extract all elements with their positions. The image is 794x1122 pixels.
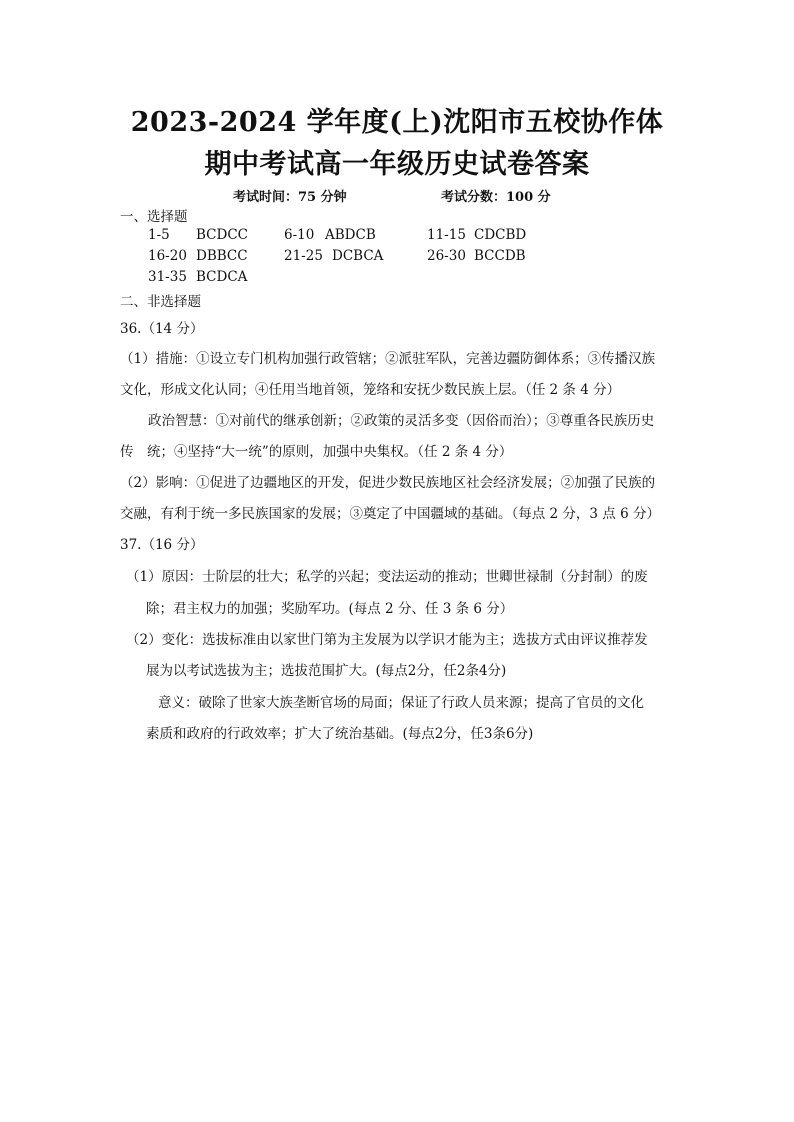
q36-paragraph: 文化，形成文化认同；④任用当地首领，笼络和安抚少数民族上层。（任 2 条 4 分）: [120, 382, 621, 398]
page-title-line1: 2023-2024 学年度(上)沈阳市五校协作体: [130, 107, 664, 138]
q36-paragraph: 交融，有利于统一多民族国家的发展；③奠定了中国疆域的基础。（每点 2 分，3 点 6 分）: [120, 506, 660, 522]
answer-value: CDCBD: [474, 227, 527, 243]
q36-paragraph: （1）措施：①设立专门机构加强行政管辖；②派驻军队，完善边疆防御体系；③传播汉族: [120, 351, 656, 367]
q37-paragraph: （1）原因：士阶层的壮大；私学的兴起；变法运动的推动；世卿世禄制（分封制）的废: [126, 569, 648, 585]
answer-value: ABDCB: [325, 227, 376, 243]
answer-value: BCDCC: [196, 227, 248, 243]
answer-value: BCCDB: [474, 248, 526, 264]
section2-heading: 二、非选择题: [120, 294, 201, 310]
q37-paragraph: （2）变化：选拔标准由以家世门第为主发展为以学识才能为主；选拔方式由评议推荐发: [126, 632, 648, 648]
exam-time: 考试时间：75 分钟: [233, 190, 347, 205]
q36-title: 36.（14 分）: [120, 321, 204, 337]
answer-range: 1-5: [148, 227, 170, 243]
answer-value: DBBCC: [196, 248, 248, 264]
q37-paragraph: 素质和政府的行政效率；扩大了统治基础。(每点2分，任3条6分): [146, 726, 534, 742]
page-title-line2: 期中考试高一年级历史试卷答案: [204, 149, 590, 180]
answer-value: DCBCA: [332, 248, 384, 264]
q37-paragraph: 意义：破除了世家大族垄断官场的局面；保证了行政人员来源；提高了官员的文化: [158, 695, 644, 711]
answer-range: 31-35: [148, 269, 187, 285]
answer-value: BCDCA: [196, 269, 248, 285]
answer-range: 16-20: [148, 248, 187, 264]
answer-range: 21-25: [284, 248, 323, 264]
q37-paragraph: 除；君主权力的加强；奖励军功。(每点 2 分、任 3 条 6 分）: [146, 601, 514, 617]
answer-range: 26-30: [427, 248, 466, 264]
q37-title: 37.（16 分）: [120, 537, 204, 553]
q37-paragraph: 展为以考试选拔为主；选拔范围扩大。(每点2分，任2条4分): [146, 663, 507, 679]
section1-heading: 一、选择题: [120, 209, 188, 225]
q36-paragraph: 传 统；④坚持“大一统”的原则，加强中央集权。（任 2 条 4 分）: [120, 444, 513, 460]
answer-range: 11-15: [427, 227, 466, 243]
q36-paragraph: （2）影响：①促进了边疆地区的开发，促进少数民族地区社会经济发展；②加强了民族的: [120, 475, 656, 491]
exam-score: 考试分数：100 分: [441, 190, 551, 205]
q36-paragraph: 政治智慧：①对前代的继承创新；②政策的灵活多变（因俗而治）；③尊重各民族历史: [148, 413, 655, 429]
answer-range: 6-10: [284, 227, 315, 243]
